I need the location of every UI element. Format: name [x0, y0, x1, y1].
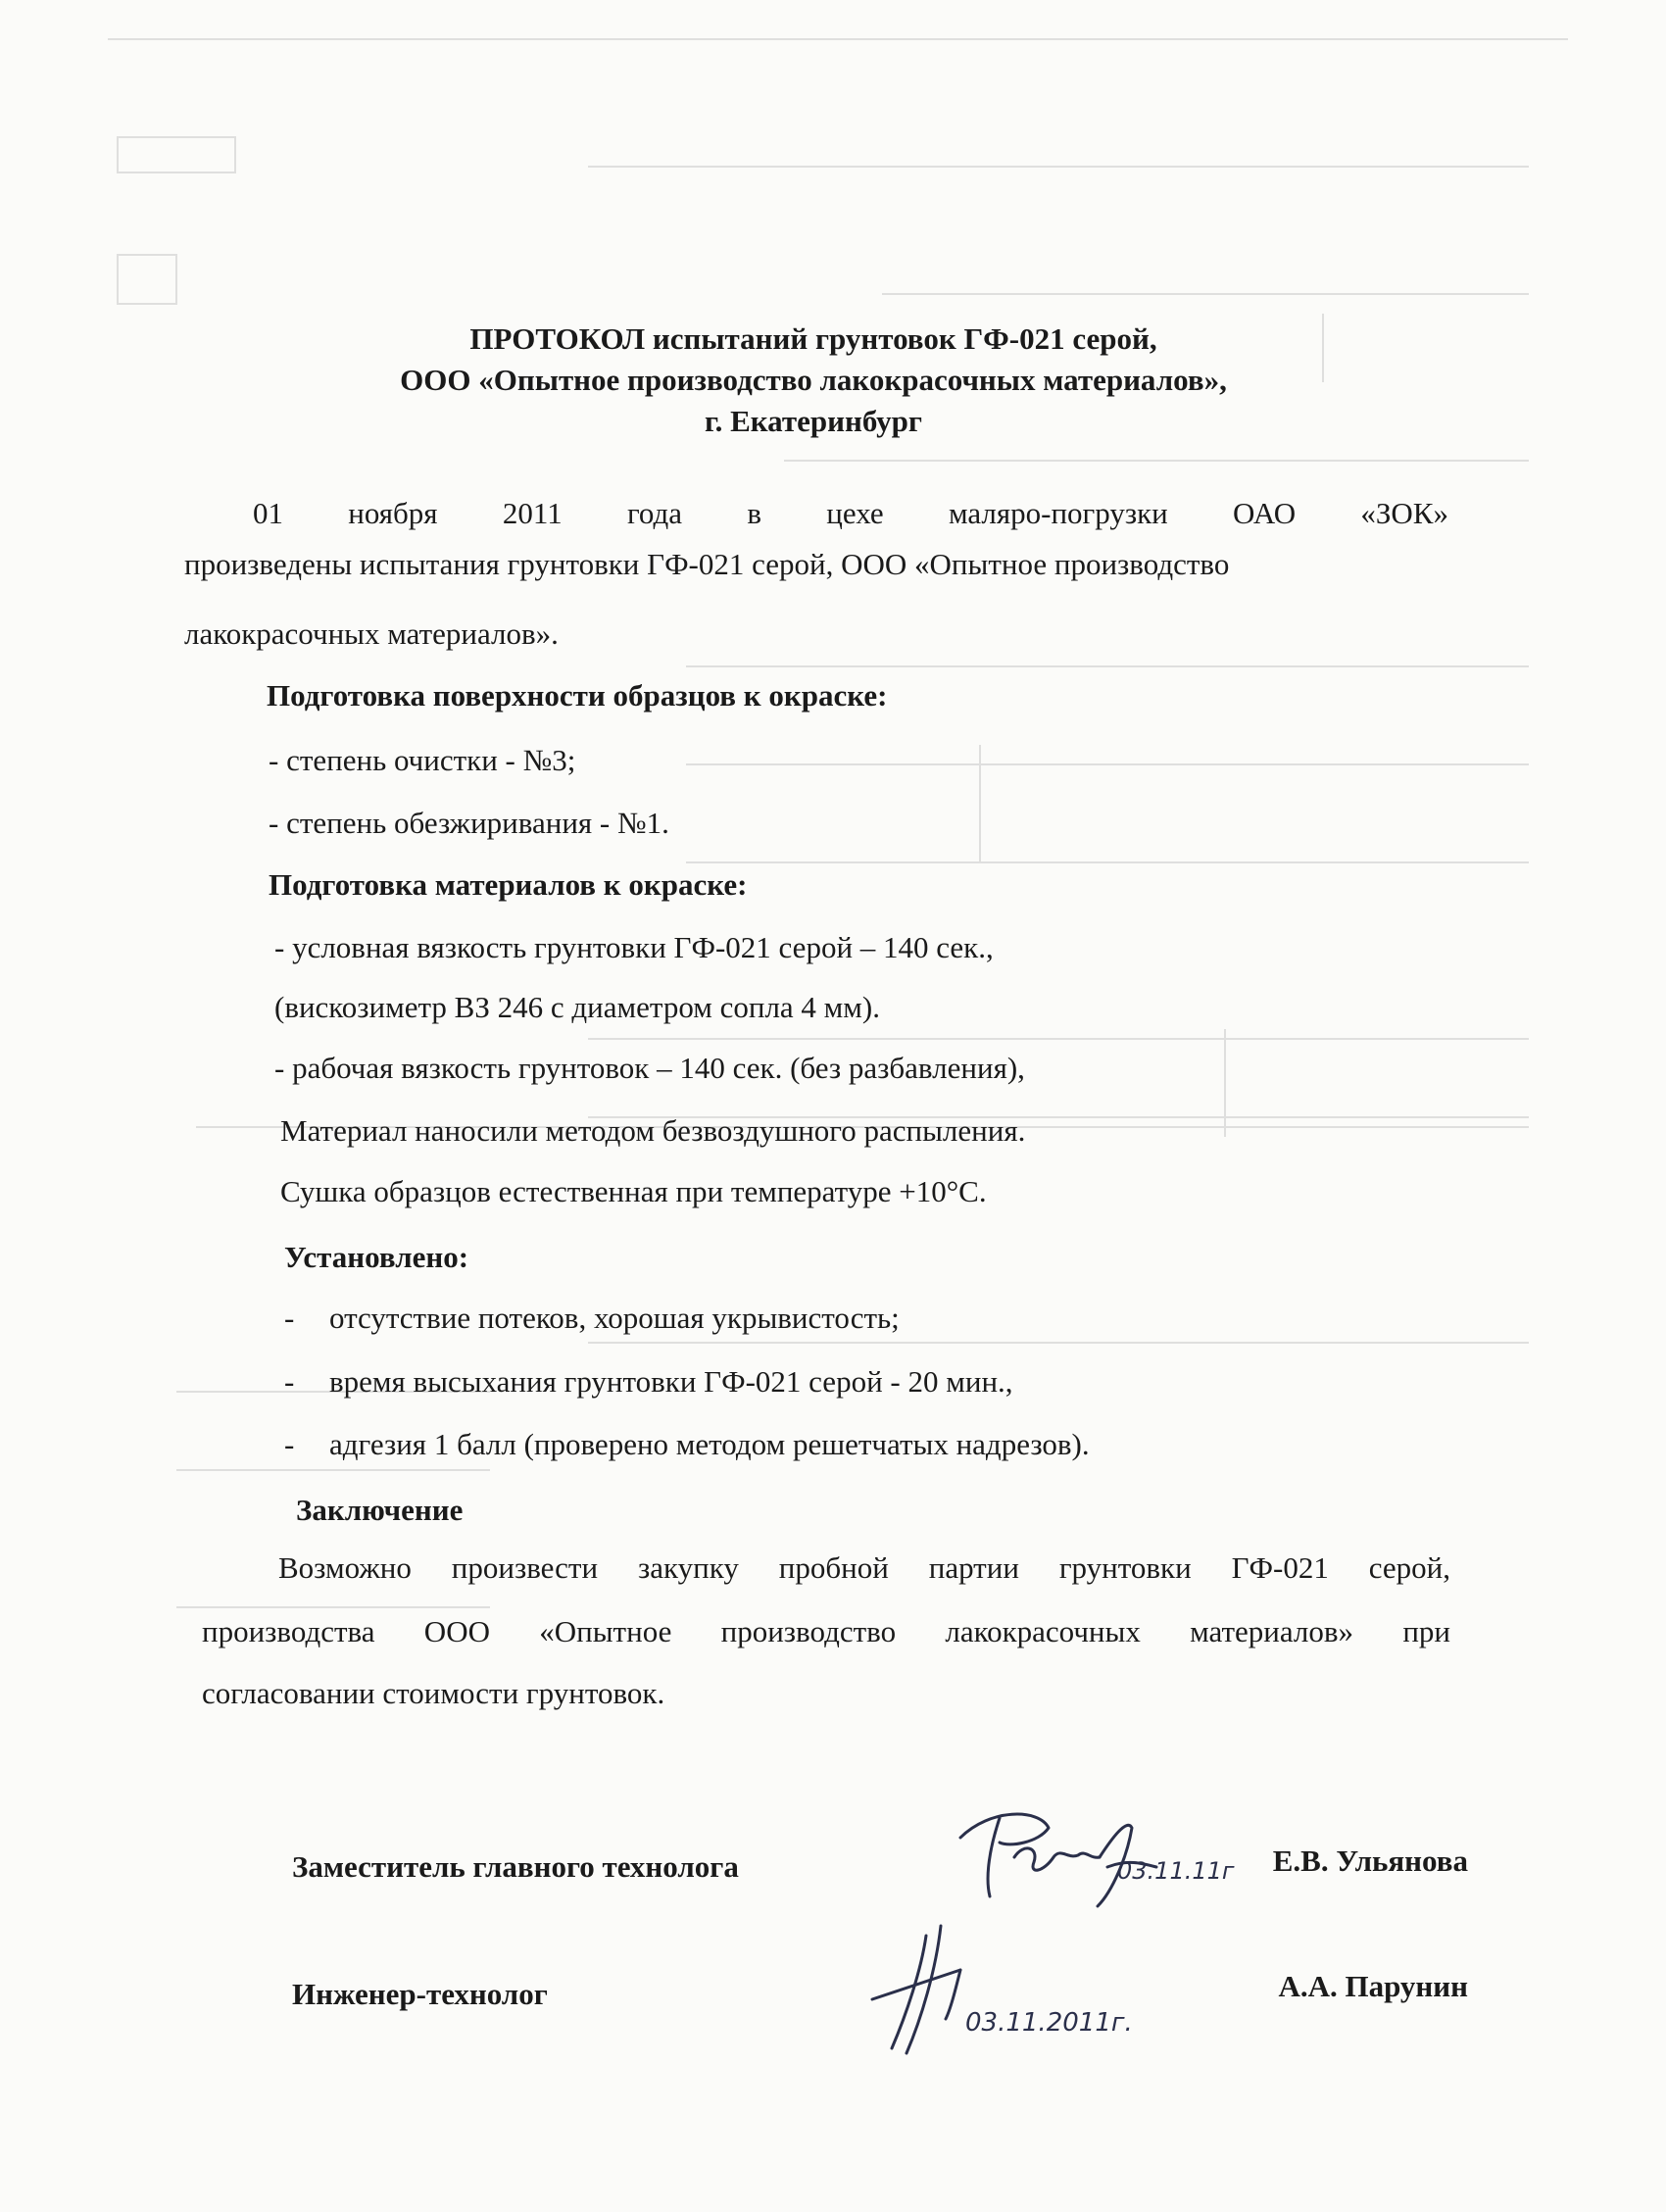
findings-bullet: -	[284, 1301, 295, 1335]
surface-prep-heading: Подготовка поверхности образцов к окраске:	[267, 678, 888, 713]
findings-bullet: -	[284, 1364, 295, 1399]
findings-item: время высыхания грунтовки ГФ-021 серой - 20 мин.,	[329, 1364, 1013, 1399]
findings-bullet: -	[284, 1427, 295, 1461]
intro-line-2: произведены испытания грунтовки ГФ-021 серой, ООО «Опытное производство	[184, 547, 1230, 581]
conclusion-line-2: производства ООО «Опытное производство лакокрасочных материалов» при	[202, 1614, 1450, 1648]
title-line-2: ООО «Опытное производство лакокрасочных материалов»,	[400, 363, 1227, 397]
handwritten-signature-2	[853, 1921, 1205, 2058]
signatory-position: Заместитель главного технолога	[292, 1849, 739, 1884]
material-prep-line: Сушка образцов естественная при температуре +10°С.	[280, 1174, 987, 1208]
signatory-name: А.А. Парунин	[1278, 1969, 1468, 2003]
signature-date-2: 03.11.2011г.	[965, 2008, 1133, 2038]
title-line-1: ПРОТОКОЛ испытаний грунтовок ГФ-021 серой,	[469, 321, 1157, 356]
intro-line-1: 01 ноября 2011 года в цехе маляро-погрузки ОАО «ЗОК»	[253, 496, 1448, 530]
material-prep-line: (вискозиметр ВЗ 246 с диаметром сопла 4 мм).	[274, 990, 880, 1024]
signatory-position: Инженер-технолог	[292, 1977, 548, 2011]
material-prep-heading: Подготовка материалов к окраске:	[269, 867, 748, 902]
findings-item: отсутствие потеков, хорошая укрывистость;	[329, 1301, 900, 1335]
findings-heading: Установлено:	[284, 1240, 469, 1274]
surface-prep-item: - степень обезжиривания - №1.	[269, 806, 669, 840]
signatory-name: Е.В. Ульянова	[1272, 1843, 1468, 1878]
material-prep-line: - условная вязкость грунтовки ГФ-021 серой – 140 сек.,	[274, 930, 994, 964]
conclusion-line-3: согласовании стоимости грунтовок.	[202, 1676, 665, 1710]
findings-item: адгезия 1 балл (проверено методом решетчатых надрезов).	[329, 1427, 1090, 1461]
signature-date-1: 03.11.11г	[1117, 1857, 1235, 1885]
conclusion-heading: Заключение	[296, 1493, 464, 1527]
conclusion-line-1: Возможно произвести закупку пробной партии грунтовки ГФ-021 серой,	[278, 1550, 1450, 1585]
handwritten-signature-1	[931, 1798, 1254, 1916]
surface-prep-item: - степень очистки - №3;	[269, 743, 576, 777]
material-prep-line: Материал наносили методом безвоздушного распыления.	[280, 1113, 1026, 1148]
intro-line-3: лакокрасочных материалов».	[184, 616, 559, 651]
material-prep-line: - рабочая вязкость грунтовок – 140 сек. (без разбавления),	[274, 1051, 1025, 1085]
title-line-3: г. Екатеринбург	[705, 404, 922, 438]
